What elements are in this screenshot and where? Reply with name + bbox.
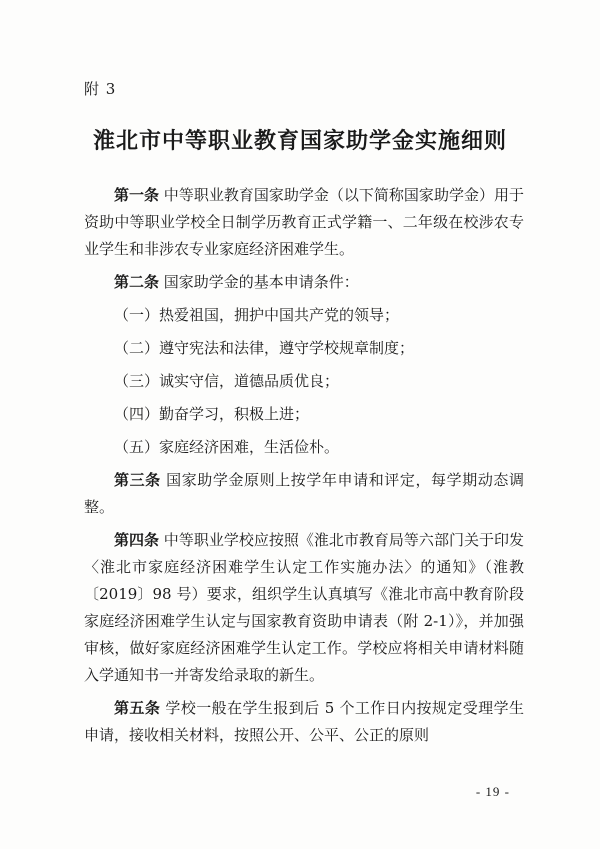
annex-label: 附 3 bbox=[84, 80, 117, 98]
article-4 bbox=[84, 527, 524, 689]
article-3-label: 第三条 bbox=[114, 471, 161, 489]
article-2-item-3: （三）诚实守信，道德品质优良； bbox=[114, 372, 340, 390]
page-number: - 19 - bbox=[475, 784, 510, 799]
article-2-item-1: （一）热爱祖国，拥护中国共产党的领导； bbox=[114, 306, 400, 324]
article-3 bbox=[84, 467, 524, 521]
article-2-label: 第二条 bbox=[114, 273, 160, 291]
document-title: 淮北市中等职业教育国家助学金实施细则 bbox=[92, 128, 507, 154]
document-body bbox=[84, 182, 524, 749]
article-1 bbox=[84, 182, 524, 263]
article-4-label: 第四条 bbox=[114, 531, 160, 549]
article-2-item-2: （二）遵守宪法和法律，遵守学校规章制度； bbox=[114, 339, 415, 357]
article-2-text: 国家助学金的基本申请条件： bbox=[159, 273, 359, 291]
article-5-label: 第五条 bbox=[114, 699, 161, 717]
article-3-text: 国家助学金原则上按学年申请和评定，每学期动态调整。 bbox=[84, 471, 524, 516]
article-2-item-4: （四）勤奋学习，积极上进； bbox=[114, 405, 310, 423]
article-2 bbox=[84, 269, 524, 296]
article-1-label: 第一条 bbox=[114, 186, 160, 204]
article-4-text: 中等职业学校应按照《淮北市教育局等六部门关于印发〈淮北市家庭经济困难学生认定工作实施办法〉的通知》（淮教〔2019〕98 号）要求，组织学生认真填写《淮北市高中教育阶段家庭经济困难学生认定与国家教育资助申请表（附 2-1）》，并加强审核，做好家庭经济困难学生认定工作。学校应将相关申请材料随入学通知书一并寄发给录取的新生。 bbox=[84, 531, 524, 684]
article-5 bbox=[84, 695, 524, 749]
article-1-text: 中等职业教育国家助学金（以下简称国家助学金）用于资助中等职业学校全日制学历教育正式学籍一、二年级在校涉农专业学生和非涉农专业家庭经济困难学生。 bbox=[84, 186, 524, 258]
article-5-text: 学校一般在学生报到后 5 个工作日内按规定受理学生申请，接收相关材料，按照公开、公平、公正的原则 bbox=[84, 699, 524, 744]
article-2-item-5: （五）家庭经济困难，生活俭朴。 bbox=[114, 438, 340, 456]
